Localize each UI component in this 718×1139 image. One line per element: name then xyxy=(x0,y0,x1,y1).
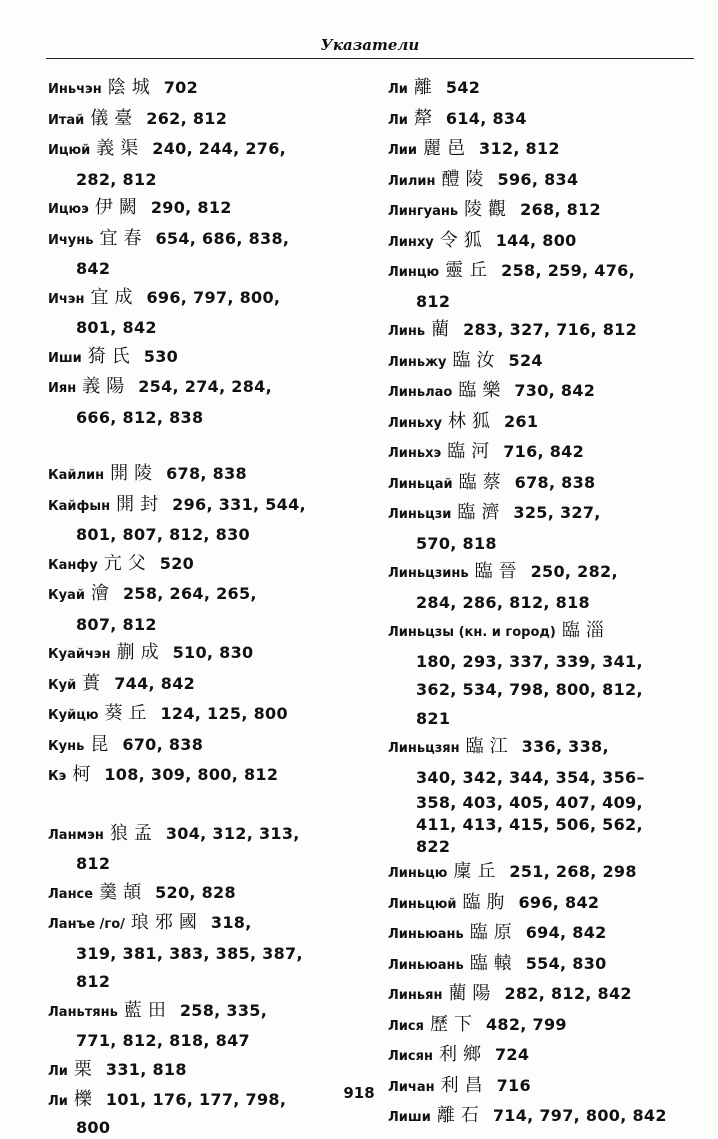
entry-line xyxy=(48,761,358,792)
entry-chinese: 狼孟 xyxy=(109,822,158,844)
entry-line xyxy=(388,438,706,469)
entry-pages: 678, 838 xyxy=(514,472,596,492)
index-column-right xyxy=(388,74,706,1133)
index-entry xyxy=(388,347,706,378)
entry-name: Линьцзян xyxy=(388,741,460,756)
entry-pages: 614, 834 xyxy=(445,108,527,128)
entry-chinese: 歷下 xyxy=(429,1013,478,1035)
entry-line xyxy=(48,284,358,315)
entry-pages: 520, 828 xyxy=(155,882,236,902)
entry-line xyxy=(388,196,706,227)
entry-line xyxy=(388,257,706,288)
entry-name: Линьюань xyxy=(388,957,464,973)
index-entry xyxy=(48,284,358,343)
entry-chinese: 澮 xyxy=(90,583,115,604)
entry-pages: 318, xyxy=(210,913,252,932)
entry-pages-continued: 411, 413, 415, 506, 562, xyxy=(416,815,643,834)
entry-pages: 258, 264, 265, xyxy=(122,584,257,603)
entry-chinese: 臨濟 xyxy=(457,502,506,523)
index-entry xyxy=(48,135,358,194)
entry-name: Линьхэ xyxy=(388,446,442,461)
entry-pages: 282, 812, 842 xyxy=(504,984,632,1003)
entry-name: Линь xyxy=(388,324,426,339)
entry-pages: 262, 812 xyxy=(146,108,228,128)
index-entry xyxy=(388,196,706,227)
entry-line xyxy=(48,550,358,581)
entry-line xyxy=(388,980,706,1011)
entry-chinese: 柯 xyxy=(72,764,97,785)
entry-name: Ланъе /го/ xyxy=(48,917,125,932)
index-entry xyxy=(48,761,358,792)
entry-pages: 694, 842 xyxy=(525,923,607,942)
index-entry xyxy=(48,1056,358,1087)
index-entry xyxy=(388,316,706,347)
entry-pages: 716 xyxy=(496,1075,531,1095)
entry-name: Ли xyxy=(48,1063,68,1079)
entry-chinese: 藺 xyxy=(431,319,456,340)
entry-pages: 744, 842 xyxy=(114,673,196,693)
index-entry xyxy=(388,408,706,439)
entry-line xyxy=(48,580,358,611)
entry-name: Куайчэн xyxy=(48,647,111,662)
entry-line xyxy=(388,166,706,197)
entry-chinese: 靈丘 xyxy=(445,260,494,281)
index-entry xyxy=(388,438,706,469)
entry-line xyxy=(388,135,706,166)
entry-chinese: 宜春 xyxy=(99,227,148,249)
index-entry xyxy=(48,105,358,136)
entry-name: Линьцю xyxy=(388,866,448,881)
entry-line xyxy=(48,731,358,762)
entry-name: Линьцзи xyxy=(388,507,452,522)
entry-pages-continued: 666, 812, 838 xyxy=(76,407,204,427)
entry-pages-continued: 570, 818 xyxy=(416,533,497,553)
entry-name: Линьян xyxy=(388,988,443,1003)
entry-chinese: 廩丘 xyxy=(453,861,502,882)
index-entry xyxy=(48,909,358,997)
entry-pages-continued: 340, 342, 344, 354, 356– xyxy=(416,767,645,787)
entry-name: Ичунь xyxy=(48,232,94,248)
entry-chinese: 陵觀 xyxy=(464,199,513,220)
entry-pages: 510, 830 xyxy=(172,643,254,662)
entry-chinese: 羹頡 xyxy=(99,881,148,903)
entry-pages-continued: 812 xyxy=(416,291,451,311)
entry-name: Лилин xyxy=(388,173,436,189)
index-entry xyxy=(388,166,706,197)
entry-pages-continued: 362, 534, 798, 800, 812, xyxy=(416,680,643,699)
index-entry xyxy=(48,491,358,550)
entry-line xyxy=(388,1011,706,1042)
entry-line xyxy=(388,889,706,920)
entry-name: Ланьтянь xyxy=(48,1004,118,1020)
entry-chinese: 醴陵 xyxy=(441,168,490,190)
index-entry xyxy=(388,377,706,408)
entry-chinese: 開封 xyxy=(116,493,165,515)
index-entry xyxy=(48,731,358,762)
entry-chinese: 臨晉 xyxy=(474,561,523,582)
entry-name: Линьху xyxy=(388,415,442,431)
entry-pages: 304, 312, 313, xyxy=(165,823,300,843)
entry-line xyxy=(48,225,358,256)
entry-chinese: 臨江 xyxy=(465,736,514,757)
entry-line xyxy=(388,919,706,950)
entry-name: Лингуань xyxy=(388,204,459,219)
entry-name: Линьцзы (кн. и город) xyxy=(388,625,556,640)
entry-name: Линьлао xyxy=(388,385,453,400)
entry-line xyxy=(48,820,358,851)
entry-name: Иньчэн xyxy=(48,82,102,97)
entry-line xyxy=(48,343,358,374)
entry-pages-continued: 801, 807, 812, 830 xyxy=(76,525,250,544)
entry-chinese: 麗邑 xyxy=(423,138,472,159)
index-entry xyxy=(388,227,706,258)
index-entry xyxy=(388,257,706,316)
entry-line xyxy=(388,733,706,764)
entry-pages-continued: 319, 381, 383, 385, 387, xyxy=(76,943,303,963)
entry-pages: 251, 268, 298 xyxy=(509,862,637,881)
entry-line xyxy=(48,105,358,136)
entry-chinese: 義渠 xyxy=(96,138,145,159)
entry-chinese: 林狐 xyxy=(447,410,496,432)
entry-pages: 482, 799 xyxy=(485,1014,567,1034)
index-entry xyxy=(388,499,706,558)
entry-name: Линьцюй xyxy=(388,896,457,912)
entry-chinese: 犛 xyxy=(413,107,438,129)
entry-chinese: 藍田 xyxy=(123,999,172,1021)
index-entry xyxy=(388,889,706,920)
entry-pages-continued: 180, 293, 337, 339, 341, xyxy=(416,651,643,671)
entry-pages: 730, 842 xyxy=(514,381,596,400)
entry-chinese: 臨樂 xyxy=(458,380,507,401)
entry-pages: 325, 327, xyxy=(513,503,601,522)
entry-chinese: 猗氏 xyxy=(87,345,136,367)
entry-pages: 714, 797, 800, 842 xyxy=(492,1106,667,1125)
entry-chinese: 利昌 xyxy=(440,1074,489,1096)
entry-line xyxy=(48,639,358,670)
entry-pages: 654, 686, 838, xyxy=(155,228,290,248)
entry-line xyxy=(388,105,706,136)
entry-chinese: 離石 xyxy=(436,1105,485,1126)
entry-pages-continued: 807, 812 xyxy=(76,614,157,634)
index-entry xyxy=(48,194,358,225)
entry-line xyxy=(48,997,358,1028)
index-entry xyxy=(388,980,706,1011)
entry-pages: 290, 812 xyxy=(150,198,232,217)
entry-name: Лисян xyxy=(388,1049,433,1064)
entry-name: Линьцай xyxy=(388,476,453,492)
index-entry xyxy=(388,74,706,105)
entry-name: Итай xyxy=(48,112,85,128)
entry-line xyxy=(388,408,706,439)
entry-name: Линьцзинь xyxy=(388,566,469,581)
entry-line xyxy=(48,670,358,701)
index-column-left xyxy=(48,74,358,1139)
header-title: Указатели xyxy=(320,36,420,54)
entry-line xyxy=(388,347,706,378)
entry-pages-continued: 800 xyxy=(76,1117,111,1137)
entry-pages-continued: 282, 812 xyxy=(76,169,157,189)
entry-chinese: 離 xyxy=(413,77,438,98)
entry-pages: 670, 838 xyxy=(122,734,204,754)
entry-name: Канфу xyxy=(48,557,98,573)
entry-name: Ицюй xyxy=(48,143,91,158)
entry-chinese: 臨汝 xyxy=(452,349,501,371)
entry-line xyxy=(388,558,706,589)
entry-chinese: 昆 xyxy=(90,733,115,755)
entry-pages-continued: 821 xyxy=(416,708,451,728)
index-entry xyxy=(48,74,358,105)
entry-line xyxy=(48,909,358,940)
index-entry xyxy=(48,820,358,879)
entry-line xyxy=(388,499,706,530)
index-entry xyxy=(388,919,706,950)
entry-chinese: 琅邪國 xyxy=(130,912,203,933)
entry-chinese: 利鄉 xyxy=(438,1044,487,1065)
entry-name: Линьжу xyxy=(388,354,447,370)
index-entry xyxy=(48,997,358,1056)
entry-line xyxy=(48,194,358,225)
entry-pages: 240, 244, 276, xyxy=(152,139,287,158)
entry-line xyxy=(388,950,706,981)
entry-chinese: 櫟 xyxy=(73,1089,98,1110)
index-entry xyxy=(48,700,358,731)
entry-pages: 696, 797, 800, xyxy=(146,287,281,307)
entry-chinese: 臨轅 xyxy=(469,952,518,974)
entry-name: Лии xyxy=(388,143,418,158)
entry-chinese: 藺陽 xyxy=(448,983,497,1004)
index-entry xyxy=(48,580,358,639)
entry-name: Личан xyxy=(388,1079,435,1095)
entry-name: Ли xyxy=(388,82,408,97)
entry-chinese: 臨河 xyxy=(447,441,496,462)
entry-pages: 108, 309, 800, 812 xyxy=(104,765,279,784)
entry-pages-continued: 842 xyxy=(76,259,111,278)
entry-line xyxy=(388,858,706,889)
entry-chinese: 臨淄 xyxy=(561,620,610,641)
entry-line xyxy=(48,460,358,491)
index-entry xyxy=(48,343,358,374)
index-entry xyxy=(388,733,706,858)
index-entry xyxy=(388,858,706,889)
entry-chinese: 陰城 xyxy=(107,77,156,98)
entry-name: Линцю xyxy=(388,265,440,280)
entry-name: Лиши xyxy=(388,1110,431,1125)
entry-line xyxy=(48,879,358,910)
index-entry xyxy=(388,105,706,136)
entry-pages: 254, 274, 284, xyxy=(138,377,272,396)
entry-chinese: 臨原 xyxy=(469,922,518,943)
index-entry xyxy=(48,373,358,432)
entry-pages: 250, 282, xyxy=(530,562,618,581)
running-header xyxy=(46,32,694,59)
entry-pages: 596, 834 xyxy=(497,169,579,189)
index-entry xyxy=(388,558,706,617)
entry-line xyxy=(388,1041,706,1072)
entry-line xyxy=(388,227,706,258)
entry-name: Ли xyxy=(48,1094,68,1109)
entry-chinese: 蒯成 xyxy=(116,642,165,663)
entry-chinese: 儀臺 xyxy=(90,107,139,129)
entry-name: Кайфын xyxy=(48,498,111,514)
entry-line xyxy=(48,135,358,166)
entry-pages-continued: 801, 842 xyxy=(76,318,157,337)
entry-line xyxy=(48,700,358,731)
entry-pages-continued: 812 xyxy=(76,972,111,991)
entry-pages: 296, 331, 544, xyxy=(172,494,306,514)
entry-pages-continued: 771, 812, 818, 847 xyxy=(76,1031,250,1050)
index-entry xyxy=(388,617,706,733)
index-entry xyxy=(388,1102,706,1133)
entry-name: Иши xyxy=(48,350,82,366)
entry-pages: 530 xyxy=(143,346,179,366)
entry-name: Куйцю xyxy=(48,708,99,723)
entry-name: Кайлин xyxy=(48,468,105,483)
entry-pages: 520 xyxy=(159,553,195,573)
index-entry xyxy=(388,1011,706,1042)
page-number: 918 xyxy=(343,1084,375,1102)
index-entry xyxy=(388,469,706,500)
entry-line xyxy=(48,74,358,105)
entry-pages: 724 xyxy=(494,1045,530,1064)
entry-pages: 124, 125, 800 xyxy=(160,704,288,723)
index-entry xyxy=(388,135,706,166)
entry-pages: 144, 800 xyxy=(495,230,577,250)
entry-line xyxy=(388,1102,706,1133)
entry-line xyxy=(48,373,358,404)
entry-chinese: 臨蔡 xyxy=(458,471,507,493)
entry-name: Линху xyxy=(388,234,434,250)
entry-name: Ли xyxy=(388,112,408,128)
entry-name: Ичэн xyxy=(48,291,85,307)
index-entry xyxy=(48,225,358,284)
index-entry xyxy=(48,639,358,670)
entry-pages: 554, 830 xyxy=(525,953,607,973)
entry-chinese: 葵丘 xyxy=(104,703,153,724)
entry-pages: 542 xyxy=(445,78,481,97)
entry-name: Кунь xyxy=(48,738,85,754)
entry-pages-continued: 812 xyxy=(76,854,111,873)
entry-pages-continued: 822 xyxy=(416,837,451,856)
entry-pages: 702 xyxy=(163,78,199,97)
entry-pages: 101, 176, 177, 798, xyxy=(105,1090,287,1109)
entry-name: Куай xyxy=(48,588,85,603)
entry-pages: 336, 338, xyxy=(521,737,609,756)
entry-chinese: 開陵 xyxy=(110,463,159,484)
entry-line xyxy=(388,469,706,500)
index-entry xyxy=(388,950,706,981)
section-gap xyxy=(48,792,358,820)
entry-pages: 258, 335, xyxy=(179,1000,268,1020)
entry-pages: 678, 838 xyxy=(166,464,247,483)
entry-chinese: 義陽 xyxy=(82,376,131,397)
index-entry xyxy=(388,1041,706,1072)
entry-chinese: 臨朐 xyxy=(462,891,511,913)
entry-pages: 312, 812 xyxy=(479,139,560,158)
index-entry xyxy=(48,879,358,910)
index-entry xyxy=(48,550,358,581)
entry-name: Кэ xyxy=(48,769,67,784)
entry-pages: 331, 818 xyxy=(105,1059,187,1079)
entry-name: Линьюань xyxy=(388,927,464,942)
entry-line xyxy=(388,377,706,408)
entry-pages-continued: 358, 403, 405, 407, 409, xyxy=(416,793,643,812)
entry-name: Куй xyxy=(48,677,77,693)
entry-name: Ицюэ xyxy=(48,202,89,217)
entry-chinese: 令狐 xyxy=(439,229,488,251)
entry-chinese: 伊闕 xyxy=(94,197,143,218)
entry-pages: 261 xyxy=(503,411,539,431)
index-entry xyxy=(48,460,358,491)
entry-chinese: 栗 xyxy=(73,1058,98,1080)
entry-line xyxy=(388,74,706,105)
entry-pages: 524 xyxy=(508,350,543,370)
entry-line xyxy=(388,617,706,648)
entry-line xyxy=(388,316,706,347)
entry-chinese: 宜成 xyxy=(90,286,139,308)
entry-name: Иян xyxy=(48,381,77,396)
entry-chinese: 蕢 xyxy=(82,672,107,694)
entry-line xyxy=(48,491,358,522)
entry-name: Ланмэн xyxy=(48,827,104,843)
entry-pages-continued: 284, 286, 812, 818 xyxy=(416,592,590,612)
index-entry xyxy=(48,670,358,701)
entry-pages: 283, 327, 716, 812 xyxy=(463,320,638,339)
entry-line xyxy=(48,1056,358,1087)
entry-pages: 268, 812 xyxy=(520,200,601,219)
entry-name: Лансе xyxy=(48,886,94,902)
entry-pages: 258, 259, 476, xyxy=(501,261,635,280)
entry-chinese: 亢父 xyxy=(103,552,152,574)
section-gap xyxy=(48,432,358,460)
entry-name: Лися xyxy=(388,1018,424,1034)
entry-pages: 716, 842 xyxy=(503,442,585,461)
entry-pages: 696, 842 xyxy=(518,892,600,912)
